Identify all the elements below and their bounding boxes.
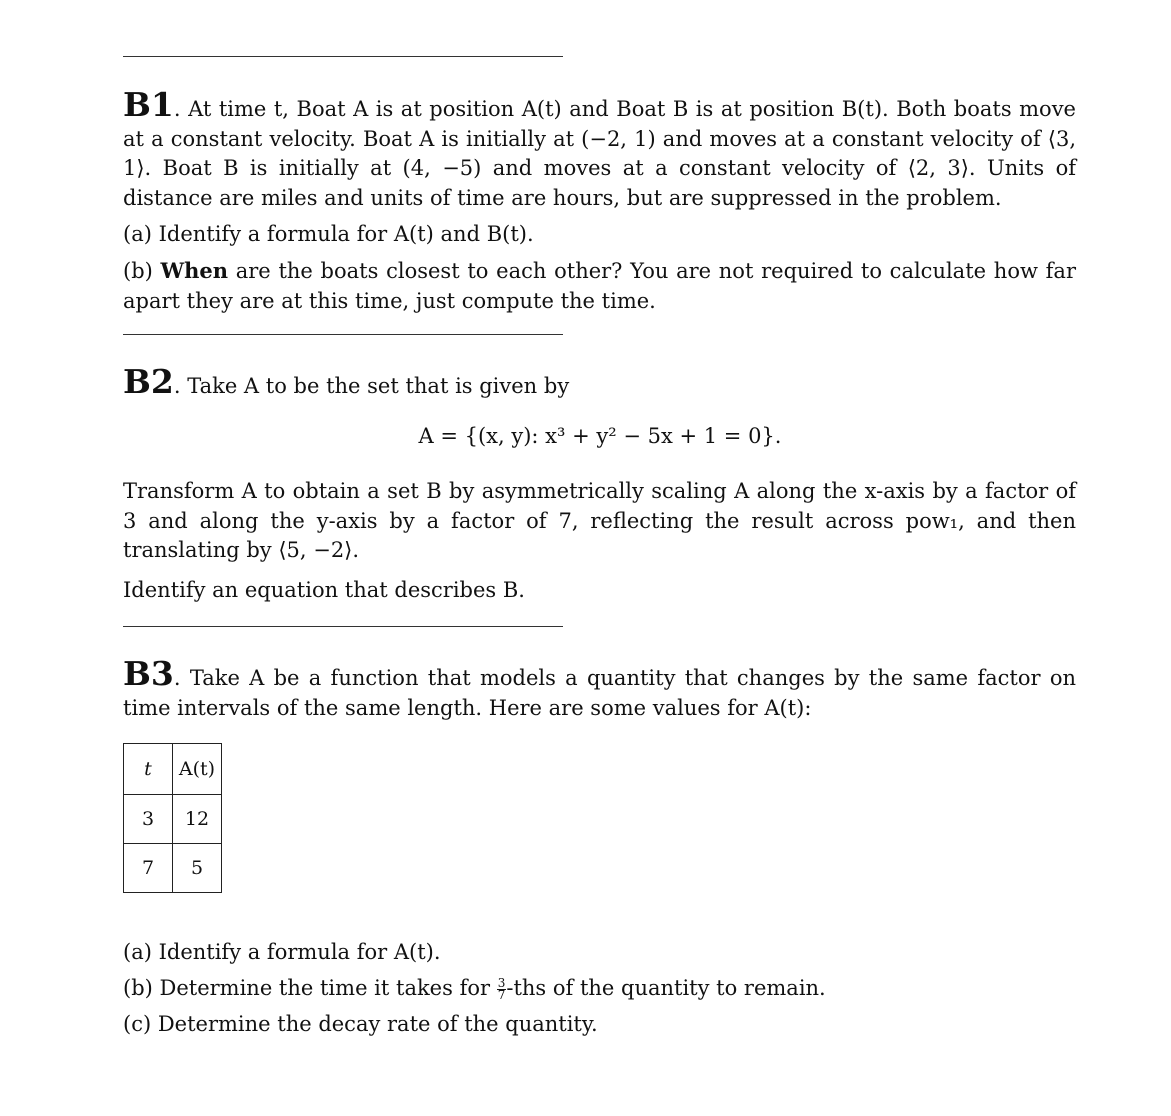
- b2-heading: B2: [123, 362, 174, 401]
- b1-heading: B1: [123, 85, 174, 124]
- b2-task: Identify an equation that describes B.: [123, 578, 525, 602]
- table-cell-t: 7: [124, 844, 173, 893]
- table-header-a: A(t): [173, 744, 222, 795]
- table-row: [124, 844, 222, 893]
- divider-b2-b3: [123, 626, 563, 627]
- b2-intro: [123, 362, 570, 402]
- fraction-numerator: 3: [497, 976, 506, 991]
- b1-intro: [123, 85, 1076, 213]
- table-cell-t: 3: [124, 795, 173, 844]
- b1-part-a: (a) Identify a formula for A(t) and B(t).: [123, 222, 534, 246]
- b3-part-a: (a) Identify a formula for A(t).: [123, 940, 441, 964]
- b2-transform: Transform A to obtain a set B by asymmetrically scaling A along the x-axis by a factor of 3 and along the y-axis by a factor of 7, reflecting the result across pow₁, and then translating by ⟨5, −2⟩.: [123, 479, 1076, 562]
- b1-part-b-bold: When: [160, 258, 229, 283]
- b3-part-b-rest: -ths of the quantity to remain.: [506, 976, 826, 1000]
- fraction-three-sevenths: [497, 978, 507, 1001]
- b1-intro-text: . At time t, Boat A is at position A(t) and Boat B is at position B(t). Both boats move at a constant velocity. Boat A is initially at (−2, 1) and moves at a constant velocity of ⟨3, 1⟩. Boat B is initially at (4, −5) and moves at a constant velocity of ⟨2, 3⟩. Units of distance are miles and units of time are hours, but are suppressed in the problem.: [123, 97, 1076, 210]
- b3-part-b: [123, 974, 826, 1004]
- b2-intro-text: . Take A to be the set that is given by: [173, 374, 570, 398]
- b2-equation: A = {(x, y): x³ + y² − 5x + 1 = 0}.: [418, 424, 782, 448]
- b3-part-c: (c) Determine the decay rate of the quantity.: [123, 1012, 598, 1036]
- fraction-denominator: 7: [497, 988, 506, 1003]
- b1-part-b-prefix: (b): [123, 259, 161, 283]
- b1-part-b-rest: are the boats closest to each other? You are not required to calculate how far apart they are at this time, just compute the time.: [123, 259, 1076, 313]
- table-header-t: t: [124, 744, 173, 795]
- values-table: [123, 743, 222, 893]
- table-header-row: [124, 744, 222, 795]
- divider-b1-b2: [123, 334, 563, 335]
- divider-top: [123, 56, 563, 57]
- table-row: [124, 795, 222, 844]
- b3-intro: [123, 654, 1076, 723]
- b1-part-b: [123, 256, 1076, 316]
- b3-part-b-prefix: (b) Determine the time it takes for: [123, 976, 497, 1000]
- table-cell-a: 12: [173, 795, 222, 844]
- b3-intro-text: . Take A be a function that models a quantity that changes by the same factor on time intervals of the same length. Here are some values for A(t):: [123, 666, 1076, 720]
- table-cell-a: 5: [173, 844, 222, 893]
- b3-heading: B3: [123, 654, 174, 693]
